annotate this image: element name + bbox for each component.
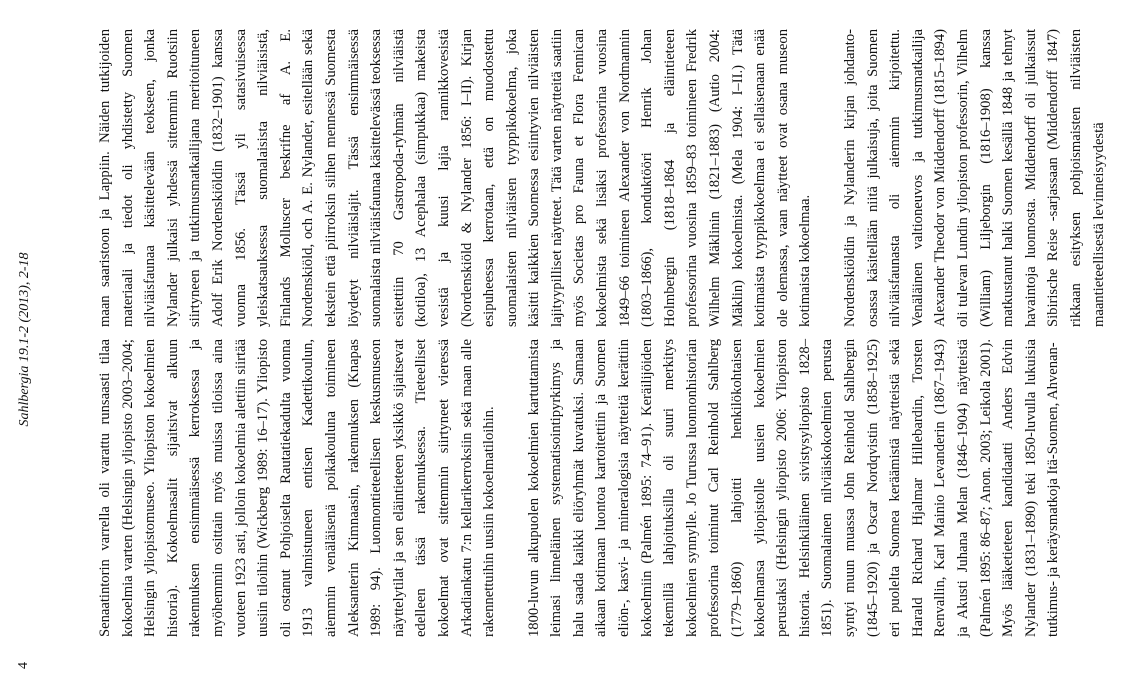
page-header xyxy=(0,0,60,679)
paragraph: maan saaristoon ja Lappiin. Näiden tutkijoiden materiaali ja tiedot oli yhdistetty Suomen nilviäisfaunaa käsittelevään teokseen, jonka Nylander julkaisi yhdessä sittemmin Ruotsiin siirtyneen ja tutkimusmatkailijana meritoituneen Adolf Erik Nordenskiöldin (1832–1901) kanssa vuonna 1856. Tässä yli satasivuisessa yleiskatsauksessa suomalaisista nilviäisistä, Finlands Molluscer beskrifne af A. E. Nordenskiöld, och A. E. Nylander, esitellään sekä tekstein että piirroksin siihen mennessä Suomesta löydetyt nilviäislajit. Tässä ensimmäisessä suomalaista nilviäisfaunaa käsittelevässä teoksessa esitettiin 70 Gastropoda-ryhmän nilviäistä (kotiloa), 13 Acephalaa (simpukkaa) makeista vesistä ja kuusi lajia rannikkovesistä (Nordenskiöld & Nylander 1856: I–II). Kirjan esipuheessa kerrotaan, että on muodostettu suomalaisten nilviäisten tyyppikokoelma, joka käsitti kaikkien Suomessa esiintyvien nilviäisten lajityypilliset näytteet. Tätä varten näytteitä saatiin myös Societas pro Fauna et Flora Fennican kokoelmista sekä lisäksi professorina vuosina 1849–66 toimineen Alexander von Nordmannin (1803–1866), konduktööri Henrik Johan Holmbergin (1818–1864 ja eläintieteen professorina vuosina 1859–83 toimineen Fredrik Wilhelm Mäklinin (1821–1883) (Autio 2004: Mäklin) kokoelmista. (Mela 1904: I–II.) Tätä kotimaista tyyppikokoelmaa ei sellaisenaan enää ole olemassa, vaan näytteet ovat osana museon kotimaista kokoelmaa. xyxy=(97,29,814,327)
journal-title: Sahlbergia 19.1-2 (2013), 2-18 xyxy=(17,252,32,427)
right-column xyxy=(94,29,1132,327)
paragraph: 1800-luvun alkupuolen kokoelmien kartuttamista leimasi linneläinen systematisointipyrkimys ja halu saada kaikki eliöryhmät kuvatuksi. Samaan aikaan kotimaan luontoa kartoitettiin ja Suomen eliön-, kasvi- ja mineralogisia näytteitä kerättiin kokoelmiin (Palmén 1895: 74–91). Keräilijöiden tekemillä lahjoituksilla oli suuri merkitys kokoelmien synnylle. Jo Turussa luonnonhistorian professorina toiminut Carl Reinhold Sahlberg (1779–1860) lahjoitti henkilökohtaisen kokoelmansa yliopistolle uusien kokoelmien perustaksi (Helsingin yliopisto 2006: Yliopiston historia. Helsinkiläinen sivistysyliopisto 1828–1851). Suomalainen nilviäiskokoelmien perusta syntyi muun muassa John Reinhold Sahlbergin (1845–1920) ja Oscar Nordqvistin (1858–1925) eri puolelta Suomea keräämistä näytteistä sekä Harald Richard Hjalmar Hillebardin, Torsten Renvallin, Karl Mainio Levanderin (1867–1943) ja Akusti Juhana Melan (1846–1904) näytteistä (Palmén 1895: 86–87; Anon. 2003; Leikola 2001). Myös lääketieteen kandidaatti Anders Edvin Nylander (1831–1890) teki 1850-luvulla lukuisia tutkimus- ja keräysmatkoja Itä-Suomen, Ahvenan- xyxy=(525,339,1062,637)
paragraph: Senaatintorin varrella oli varattu runsaasti tilaa kokoelmia varten (Helsingin yliopisto 2003–2004; Helsingin yliopistomuseo. Yliopiston kokoelmien historia). Kokoelmasalit sijaitsivat alkuun rakennuksen ensimmäisessä kerroksessa ja myöhemmin osittain myös muissa tiloissa aina vuoteen 1923 asti, jolloin kokoelmia alettiin siirtää uusiin tiloihin (Wickberg 1989: 16–17). Yliopisto oli ostanut Pohjoiselta Rautatiekadulta vuonna 1913 valmistuneen entisen Kadettikoulun, aiemmin venäläisenä poikakouluna toimineen Aleksanterin Kimnaasin, rakennuksen (Knapas 1989: 94). Luonnontieteellisen keskusmuseon näyttelytilat ja sen eläintieteen yksikkö sijaitsevat edelleen tässä rakennuksessa. Tieteelliset kokoelmat ovat sittemmin siirtyneet vieressä Arkadiankatu 7:n kellarikerroksiin sekä maan alle rakennettuihin uusiin kokoelmatiloihin. xyxy=(97,339,498,637)
paragraph: Nordenskiöldin ja Nylanderin kirjan johdanto-osassa käsitellään niitä julkaisuja, joita Suomen nilviäisfaunasta oli aiemmin kirjoitettu. Venäläinen valtioneuvos ja tutkimusmatkailija Alexander Theodor von Middendorff (1815–1894) oli tulevan Lundin yliopiston professorin, Vilhelm (William) Liljeborgin (1816–1908) kanssa matkustanut halki Suomen kesällä 1848 ja tehnyt havaintoja luonnosta. Middendorff oli julkaissut Sibirische Reise -sarjassaan (Middendorff 1847) rikkaan esityksen pohjoismaisten nilviäisten maantieteellisestä levinneisyydestä xyxy=(842,29,1107,327)
left-column xyxy=(94,339,1087,637)
page-number: 4 xyxy=(16,662,31,669)
